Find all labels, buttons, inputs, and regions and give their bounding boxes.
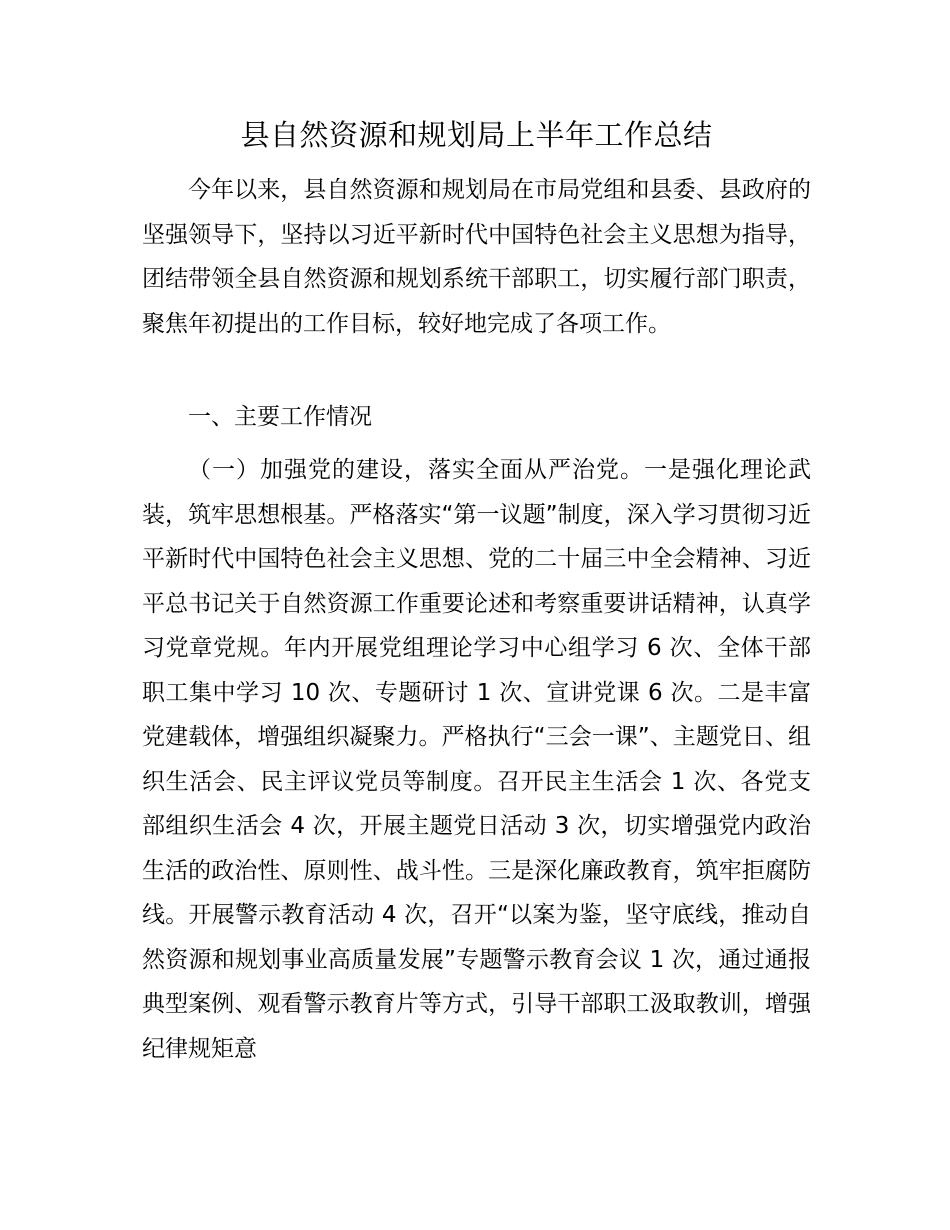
section-paragraph: （一）加强党的建设，落实全面从严治党。一是强化理论武装，筑牢思想根基。严格落实“第一议题”制度，深入学习贯彻习近平新时代中国特色社会主义思想、党的二十届三中全会精神、习近平总书记关于自然资源工作重要论述和考察重要讲话精神，认真学习党章党规。年内开展党组理论学习中心组学习 6 次、全体干部职工集中学习 10 次、专题研讨 1 次、宣讲党课 6 次。二是丰富党建载体，增强组织凝聚力。严格执行“三会一课”、主题党日、组织生活会、民主评议党员等制度。召开民主生活会 1 次、各党支部组织生活会 4 次，开展主题党日活动 3 次，切实增强党内政治生活的政治性、原则性、战斗性。三是深化廉政教育，筑牢拒腐防线。开展警示教育活动 4 次，召开“以案为鉴，坚守底线，推动自然资源和规划事业高质量发展”专题警示教育会议 1 次，通过通报典型案例、观看警示教育片等方式，引导干部职工汲取教训，增强纪律规矩意 — [142, 457, 811, 1062]
intro-paragraph: 今年以来，县自然资源和规划局在市局党组和县委、县政府的坚强领导下，坚持以习近平新时代中国特色社会主义思想为指导，团结带领全县自然资源和规划系统干部职工，切实履行部门职责，聚焦年初提出的工作目标，较好地完成了各项工作。 — [142, 177, 811, 337]
document-title: 县自然资源和规划局上半年工作总结 — [240, 118, 713, 152]
section-heading: 一、主要工作情况 — [188, 404, 372, 430]
